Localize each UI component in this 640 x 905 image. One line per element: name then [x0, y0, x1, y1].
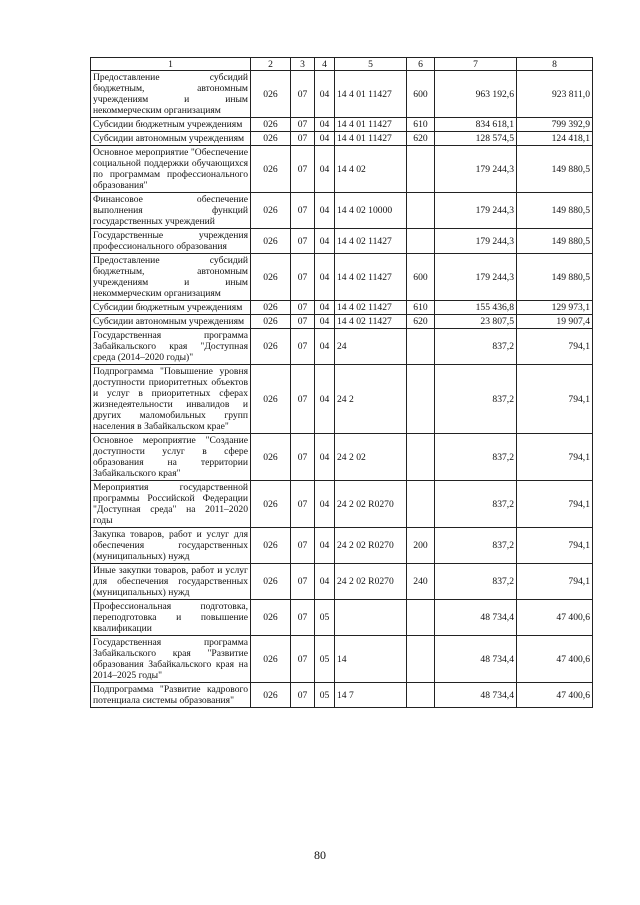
row-col3-cell: 07	[291, 132, 315, 146]
row-col6-cell	[407, 636, 435, 683]
row-col6-cell: 200	[407, 528, 435, 564]
row-col4-cell: 04	[315, 132, 335, 146]
row-name-cell: Иные закупки товаров, работ и услуг для обеспечения государственных (муниципальных) нужд	[91, 564, 251, 600]
table-row	[91, 564, 593, 600]
row-name-cell: Предоставление субсидий бюджетным, автономным учреждениям и иным некоммерческим организациям	[91, 254, 251, 301]
row-col6-cell	[407, 193, 435, 229]
row-col8-cell: 47 400,6	[517, 636, 593, 683]
row-col2-cell: 026	[251, 564, 291, 600]
table-row	[91, 315, 593, 329]
row-col8-cell: 149 880,5	[517, 193, 593, 229]
row-col3-cell: 07	[291, 636, 315, 683]
row-col3-cell: 07	[291, 315, 315, 329]
row-col7-cell: 837,2	[435, 365, 517, 434]
row-col7-cell: 179 244,3	[435, 146, 517, 193]
header-col-6: 6	[407, 58, 435, 71]
table-row	[91, 528, 593, 564]
table-row	[91, 193, 593, 229]
table-body	[91, 71, 593, 708]
table-row	[91, 118, 593, 132]
row-col3-cell: 07	[291, 193, 315, 229]
row-col7-cell: 837,2	[435, 528, 517, 564]
row-col3-cell: 07	[291, 254, 315, 301]
row-col7-cell: 128 574,5	[435, 132, 517, 146]
row-col6-cell	[407, 365, 435, 434]
row-col3-cell: 07	[291, 229, 315, 254]
row-name-cell: Профессиональная подготовка, переподготовка и повышение квалификации	[91, 600, 251, 636]
row-col5-cell: 14 4 02 10000	[335, 193, 407, 229]
row-col5-cell: 24 2 02 R0270	[335, 481, 407, 528]
row-col6-cell	[407, 481, 435, 528]
row-col5-cell: 14 7	[335, 683, 407, 708]
table-row	[91, 600, 593, 636]
row-col6-cell	[407, 329, 435, 365]
row-col6-cell: 610	[407, 301, 435, 315]
row-name-cell: Закупка товаров, работ и услуг для обеспечения государственных (муниципальных) нужд	[91, 528, 251, 564]
row-col4-cell: 04	[315, 193, 335, 229]
row-col4-cell: 04	[315, 71, 335, 118]
row-col2-cell: 026	[251, 71, 291, 118]
row-col7-cell: 179 244,3	[435, 254, 517, 301]
header-col-2: 2	[251, 58, 291, 71]
row-col5-cell	[335, 600, 407, 636]
row-col8-cell: 794,1	[517, 564, 593, 600]
row-col5-cell: 14 4 01 11427	[335, 132, 407, 146]
row-col7-cell: 837,2	[435, 564, 517, 600]
row-col4-cell: 05	[315, 636, 335, 683]
row-col6-cell	[407, 683, 435, 708]
table-row	[91, 254, 593, 301]
budget-table	[90, 57, 593, 708]
row-col7-cell: 837,2	[435, 434, 517, 481]
row-col7-cell: 179 244,3	[435, 229, 517, 254]
table-header-row	[91, 58, 593, 71]
header-col-1: 1	[91, 58, 251, 71]
row-col2-cell: 026	[251, 434, 291, 481]
row-col7-cell: 179 244,3	[435, 193, 517, 229]
row-col8-cell: 794,1	[517, 434, 593, 481]
row-col4-cell: 05	[315, 683, 335, 708]
row-col7-cell: 23 807,5	[435, 315, 517, 329]
row-col3-cell: 07	[291, 600, 315, 636]
table-row	[91, 434, 593, 481]
row-col4-cell: 04	[315, 301, 335, 315]
row-col8-cell: 794,1	[517, 365, 593, 434]
row-col3-cell: 07	[291, 118, 315, 132]
row-col6-cell: 600	[407, 254, 435, 301]
row-col5-cell: 24 2 02 R0270	[335, 528, 407, 564]
row-name-cell: Подпрограмма "Повышение уровня доступности приоритетных объектов и услуг в приоритетных сферах жизнедеятельности инвалидов и других маломобильных групп населения в Забайкальском крае"	[91, 365, 251, 434]
table-row	[91, 132, 593, 146]
row-col7-cell: 48 734,4	[435, 683, 517, 708]
row-col4-cell: 05	[315, 600, 335, 636]
row-col6-cell: 600	[407, 71, 435, 118]
row-col5-cell: 24	[335, 329, 407, 365]
row-col4-cell: 04	[315, 564, 335, 600]
row-col3-cell: 07	[291, 329, 315, 365]
row-col3-cell: 07	[291, 301, 315, 315]
row-col8-cell: 794,1	[517, 528, 593, 564]
row-name-cell: Государственные учреждения профессионального образования	[91, 229, 251, 254]
row-col4-cell: 04	[315, 146, 335, 193]
row-col5-cell: 14 4 02 11427	[335, 301, 407, 315]
row-col3-cell: 07	[291, 528, 315, 564]
row-col6-cell: 610	[407, 118, 435, 132]
row-col4-cell: 04	[315, 254, 335, 301]
row-col2-cell: 026	[251, 683, 291, 708]
row-col5-cell: 24 2 02	[335, 434, 407, 481]
row-col7-cell: 48 734,4	[435, 636, 517, 683]
table-row	[91, 301, 593, 315]
row-col8-cell: 47 400,6	[517, 600, 593, 636]
table-row	[91, 636, 593, 683]
row-name-cell: Основное мероприятие "Обеспечение социальной поддержки обучающихся по программам профессионального образования"	[91, 146, 251, 193]
row-col5-cell: 14 4 02 11427	[335, 315, 407, 329]
row-col2-cell: 026	[251, 254, 291, 301]
table-row	[91, 683, 593, 708]
row-col4-cell: 04	[315, 118, 335, 132]
row-col7-cell: 837,2	[435, 329, 517, 365]
row-col2-cell: 026	[251, 118, 291, 132]
row-col2-cell: 026	[251, 315, 291, 329]
row-col6-cell	[407, 434, 435, 481]
row-col8-cell: 794,1	[517, 481, 593, 528]
page-number: 80	[314, 848, 326, 862]
row-col6-cell: 240	[407, 564, 435, 600]
row-col4-cell: 04	[315, 528, 335, 564]
table-row	[91, 329, 593, 365]
row-col3-cell: 07	[291, 146, 315, 193]
row-col4-cell: 04	[315, 481, 335, 528]
row-col8-cell: 149 880,5	[517, 229, 593, 254]
row-name-cell: Предоставление субсидий бюджетным, автономным учреждениям и иным некоммерческим организациям	[91, 71, 251, 118]
row-col8-cell: 129 973,1	[517, 301, 593, 315]
row-col3-cell: 07	[291, 564, 315, 600]
row-col5-cell: 24 2 02 R0270	[335, 564, 407, 600]
table-row	[91, 229, 593, 254]
row-col4-cell: 04	[315, 365, 335, 434]
header-col-4: 4	[315, 58, 335, 71]
row-col4-cell: 04	[315, 329, 335, 365]
row-col7-cell: 837,2	[435, 481, 517, 528]
row-col7-cell: 155 436,8	[435, 301, 517, 315]
row-col3-cell: 07	[291, 434, 315, 481]
row-col7-cell: 834 618,1	[435, 118, 517, 132]
row-col6-cell	[407, 600, 435, 636]
row-col3-cell: 07	[291, 365, 315, 434]
row-name-cell: Государственная программа Забайкальского края "Доступная среда (2014–2020 годы)"	[91, 329, 251, 365]
row-col4-cell: 04	[315, 315, 335, 329]
row-col3-cell: 07	[291, 683, 315, 708]
row-col8-cell: 149 880,5	[517, 254, 593, 301]
row-name-cell: Финансовое обеспечение выполнения функций государственных учреждений	[91, 193, 251, 229]
row-name-cell: Основное мероприятие "Создание доступности услуг в сфере образования на территории Забайкальского края"	[91, 434, 251, 481]
row-col5-cell: 24 2	[335, 365, 407, 434]
row-col8-cell: 149 880,5	[517, 146, 593, 193]
row-col2-cell: 026	[251, 481, 291, 528]
row-col2-cell: 026	[251, 301, 291, 315]
row-col6-cell	[407, 229, 435, 254]
row-col2-cell: 026	[251, 365, 291, 434]
row-col8-cell: 19 907,4	[517, 315, 593, 329]
row-col8-cell: 794,1	[517, 329, 593, 365]
row-name-cell: Субсидии автономным учреждениям	[91, 315, 251, 329]
header-col-7: 7	[435, 58, 517, 71]
row-col2-cell: 026	[251, 636, 291, 683]
row-col8-cell: 799 392,9	[517, 118, 593, 132]
row-col8-cell: 124 418,1	[517, 132, 593, 146]
row-col5-cell: 14	[335, 636, 407, 683]
row-col8-cell: 923 811,0	[517, 71, 593, 118]
header-col-8: 8	[517, 58, 593, 71]
table-row	[91, 365, 593, 434]
row-col4-cell: 04	[315, 434, 335, 481]
row-col7-cell: 48 734,4	[435, 600, 517, 636]
row-name-cell: Субсидии бюджетным учреждениям	[91, 118, 251, 132]
row-col4-cell: 04	[315, 229, 335, 254]
row-col5-cell: 14 4 02 11427	[335, 229, 407, 254]
row-col7-cell: 963 192,6	[435, 71, 517, 118]
row-name-cell: Государственная программа Забайкальского края "Развитие образования Забайкальского края на 2014–2025 годы"	[91, 636, 251, 683]
row-col6-cell: 620	[407, 315, 435, 329]
row-name-cell: Мероприятия государственной программы Российской Федерации "Доступная среда" на 2011–2020 годы	[91, 481, 251, 528]
row-col6-cell: 620	[407, 132, 435, 146]
row-col2-cell: 026	[251, 193, 291, 229]
row-col2-cell: 026	[251, 600, 291, 636]
row-col5-cell: 14 4 02 11427	[335, 254, 407, 301]
header-col-3: 3	[291, 58, 315, 71]
row-col2-cell: 026	[251, 528, 291, 564]
row-col2-cell: 026	[251, 132, 291, 146]
row-col5-cell: 14 4 01 11427	[335, 71, 407, 118]
table-row	[91, 71, 593, 118]
row-col8-cell: 47 400,6	[517, 683, 593, 708]
row-col2-cell: 026	[251, 229, 291, 254]
header-col-5: 5	[335, 58, 407, 71]
row-col3-cell: 07	[291, 71, 315, 118]
row-col2-cell: 026	[251, 146, 291, 193]
row-col5-cell: 14 4 01 11427	[335, 118, 407, 132]
table-row	[91, 146, 593, 193]
row-col2-cell: 026	[251, 329, 291, 365]
table-row	[91, 481, 593, 528]
row-name-cell: Подпрограмма "Развитие кадрового потенциала системы образования"	[91, 683, 251, 708]
row-name-cell: Субсидии автономным учреждениям	[91, 132, 251, 146]
row-col6-cell	[407, 146, 435, 193]
row-col5-cell: 14 4 02	[335, 146, 407, 193]
row-name-cell: Субсидии бюджетным учреждениям	[91, 301, 251, 315]
row-col3-cell: 07	[291, 481, 315, 528]
